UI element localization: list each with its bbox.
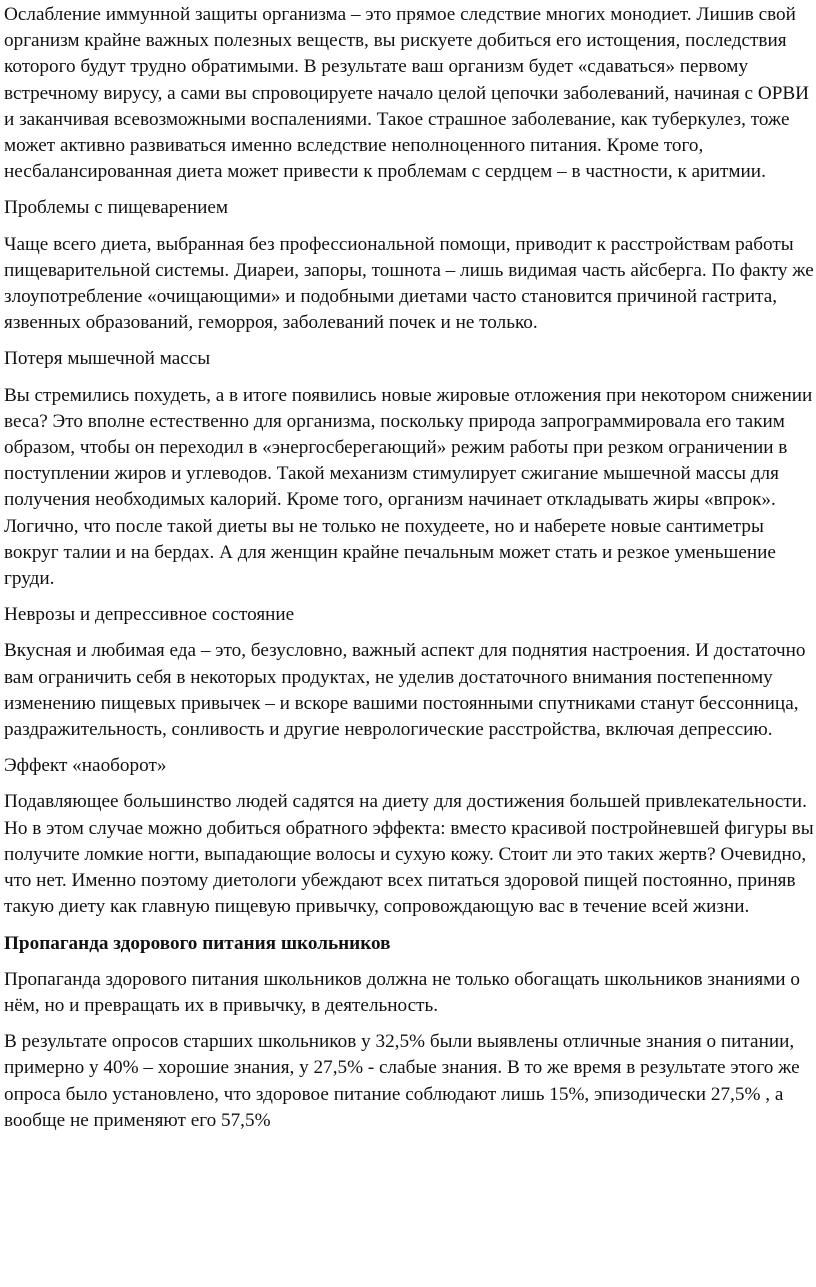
heading-reverse-effect: Эффект «наоборот» [4, 755, 167, 777]
paragraph-school-nutrition-intro: Пропаганда здорового питания школьников должна не только обогащать школьников знаниями о нём, но и превращать их в привычку, в деятельность. [4, 968, 800, 1016]
heading-muscle-loss: Потеря мышечной массы [4, 348, 211, 370]
paragraph-muscle-loss: Вы стремились похудеть, а в итоге появились новые жировые отложения при некотором снижении веса? Это вполне естественно для организма, поскольку природа запрограммировала его таким образом, чтобы он переходил в «энергосберегающий» режим работы при резком ограничении в поступлении жиров и углеводов. Такой механизм стимулирует сжигание мышечной массы для получения необходимых калорий. Кроме того, организм начинает откладывать жиры «впрок». Логично, что после такой диеты вы не только не похудеете, но и наберете новые сантиметры вокруг талии и на бердах. А для женщин крайне печальным может стать и резкое уменьшение груди. [4, 384, 813, 590]
heading-neuroses: Неврозы и депрессивное состояние [4, 604, 295, 626]
paragraph-neuroses: Вкусная и любимая еда – это, безусловно, важный аспект для поднятия настроения. И достаточно вам ограничить себя в некоторых продуктах, не уделив достаточного внимания постепенному изменению пищевых привычек – и вскоре вашими постоянными спутниками станут бессонница, раздражительность, сонливость и другие неврологические расстройства, включая депрессию. [4, 640, 806, 741]
document-page [4, 0, 816, 1144]
heading-school-nutrition: Пропаганда здорового питания школьников [4, 932, 391, 954]
heading-digestion-problems: Проблемы с пищеварением [4, 197, 229, 219]
paragraph-digestion: Чаще всего диета, выбранная без профессиональной помощи, приводит к расстройствам работы пищеварительной системы. Диареи, запоры, тошнота – лишь видимая часть айсберга. По факту же злоупотребление «очищающими» и подобными диетами часто становится причиной гастрита, язвенных образований, геморроя, заболеваний почек и не только. [4, 233, 814, 334]
paragraph-survey-results: В результате опросов старших школьников у 32,5% были выявлены отличные знания о питании, примерно у 40% – хорошие знания, у 27,5% - слабые знания. В то же время в результате этого же опроса было установлено, что здоровое питание соблюдают лишь 15%, эпизодически 27,5% , а вообще не применяют его 57,5% [4, 1031, 800, 1131]
paragraph-reverse-effect: Подавляющее большинство людей садятся на диету для достижения большей привлекательности. Но в этом случае можно добиться обратного эффекта: вместо красивой постройневшей фигуры вы получите ломкие ногти, выпадающие волосы и сухую кожу. Стоит ли это таких жертв? Очевидно, что нет. Именно поэтому диетологи убеждают всех питаться здоровой пищей постоянно, приняв такую диету как главную пищевую привычку, сопровождающую вас в течение всей жизни. [4, 791, 814, 918]
paragraph-immune-weakening: Ослабление иммунной защиты организма – это прямое следствие многих монодиет. Лишив свой организм крайне важных полезных веществ, вы рискуете добиться его истощения, последствия которого будут трудно обратимыми. В результате ваш организм будет «сдаваться» первому встречному вирусу, а сами вы спровоцируете начало целой цепочки заболеваний, начиная с ОРВИ и заканчивая всевозможными воспалениями. Такое страшное заболевание, как туберкулез, тоже может активно развиваться именно вследствие неполноценного питания. Кроме того, несбалансированная диета может привести к проблемам с сердцем – в частности, к аритмии. [4, 4, 810, 183]
